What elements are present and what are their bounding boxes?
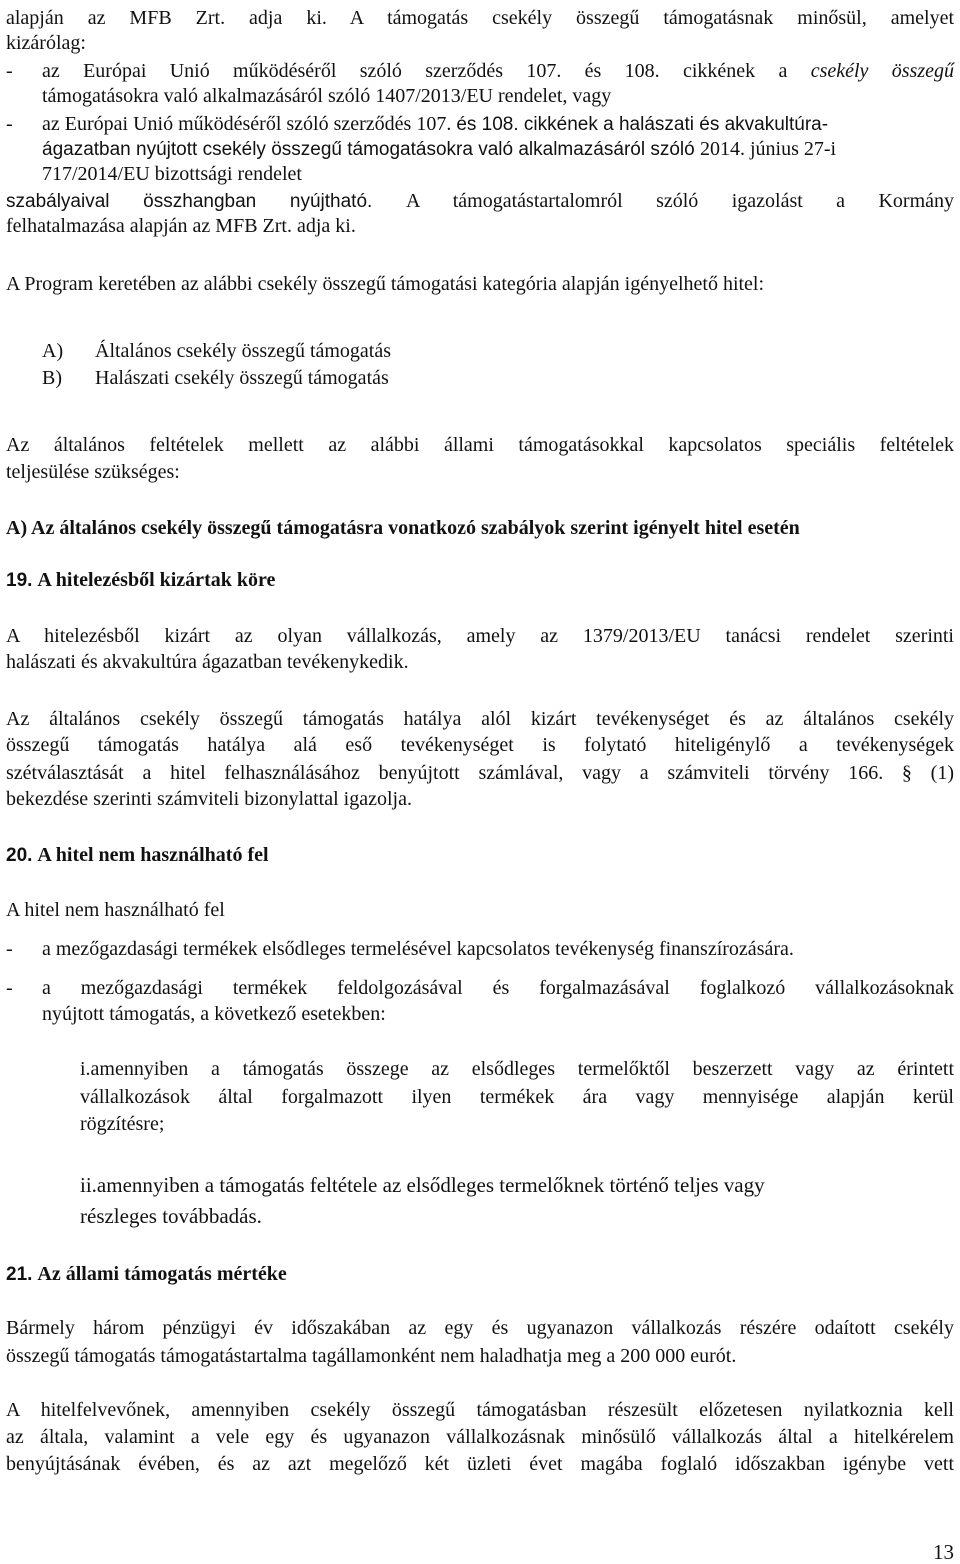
text-line: teljesülése szükséges: [6, 461, 180, 483]
text-line: halászati és akvakultúra ágazatban tevékenykedik. [6, 651, 409, 673]
text-line: A hitelfelvevőnek, amennyiben csekély összegű támogatásban részesült előzetesen nyilatkoznia kell [6, 1399, 954, 1421]
text-line: Bármely három pénzügyi év időszakában az egy és ugyanazon vállalkozás részére odaított csekély [6, 1317, 954, 1339]
section-title-text: Az állami támogatás mértéke [37, 1263, 287, 1285]
text-line: felhatalmazása alapján az MFB Zrt. adja ki. [6, 215, 356, 237]
section-title [6, 1262, 287, 1287]
text-span: az Európai Unió működéséről szóló szerződés 107. [42, 113, 457, 135]
category-item: Halászati csekély összegű támogatás [95, 367, 389, 389]
text-line: részleges továbbadás. [80, 1204, 262, 1228]
category-label: B) [42, 367, 62, 389]
section-number: 21. [6, 1264, 33, 1285]
text-line [42, 137, 836, 162]
text-line: rögzítésre; [80, 1113, 165, 1135]
text-line: összegű támogatás támogatástartalma tagállamonként nem haladhatja meg a 200 000 eurót. [6, 1345, 737, 1367]
section-title-text: A hitelezésből kizártak köre [37, 569, 276, 591]
text-line [6, 189, 954, 214]
section-number: 19. [6, 570, 33, 591]
text-line: az általa, valamint a vele egy és ugyanazon vállalkozásnak minősülő vállalkozás által a hitelkérelem [6, 1426, 954, 1448]
text-line: Az általános csekély összegű támogatás hatálya alól kizárt tevékenységet és az általános csekély [6, 708, 954, 730]
text-line: összegű támogatás hatálya alá eső tevékenységet is folytató hiteligénylő a tevékenységek [6, 734, 954, 756]
list-dash: - [6, 60, 13, 82]
text-line: benyújtásának évében, és az azt megelőző két üzleti évet magába foglaló időszakban igénybe vett [6, 1453, 954, 1475]
text-line: A Program keretében az alábbi csekély összegű támogatási kategória alapján igényelhető hitel: [6, 273, 765, 295]
text-line: a mezőgazdasági termékek elsődleges termelésével kapcsolatos tevékenység finanszírozására. [42, 938, 794, 960]
list-dash: - [6, 938, 13, 960]
section-number: 20. [6, 845, 33, 866]
list-dash: - [6, 113, 13, 135]
text-line: A hitelezésből kizárt az olyan vállalkozás, amely az 1379/2013/EU tanácsi rendelet szerinti [6, 625, 954, 647]
section-title [6, 568, 275, 593]
text-span: ágazatban nyújtott csekély összegű támogatásokra való alkalmazásáról szóló [42, 139, 700, 160]
section-heading: A) Az általános csekély összegű támogatásra vonatkozó szabályok szerint igényelt hitel esetén [6, 517, 800, 539]
text-span: 2014. június 27-i [699, 138, 837, 160]
category-item: Általános csekély összegű támogatás [95, 340, 392, 362]
text-line: 717/2014/EU bizottsági rendelet [42, 163, 302, 185]
list-dash: - [6, 977, 13, 999]
text-line [42, 112, 828, 137]
text-line: Az általános feltételek mellett az alábbi állami támogatásokkal kapcsolatos speciális feltételek [6, 434, 954, 456]
text-span: szabályaival összhangban nyújtható. [6, 191, 406, 212]
italic-span: csekély összegű [810, 60, 954, 82]
text-span: az Európai Unió működéséről szóló szerződés 107. és 108. cikkének a [42, 60, 811, 82]
text-line: ii.amennyiben a támogatás feltétele az elsődleges termelőknek történő teljes vagy [80, 1173, 765, 1197]
text-line: támogatásokra való alkalmazásáról szóló 1407/2013/EU rendelet, vagy [42, 85, 612, 107]
section-title [6, 843, 269, 868]
text-line: bekezdése szerinti számviteli bizonylattal igazolja. [6, 788, 412, 810]
section-title-text: A hitel nem használható fel [37, 844, 269, 866]
text-line: alapján az MFB Zrt. adja ki. A támogatás csekély összegű támogatásnak minősül, amelyet [6, 7, 954, 29]
category-label: A) [42, 340, 64, 362]
text-line: A hitel nem használható fel [6, 899, 225, 921]
text-line: szétválasztását a hitel felhasználásához benyújtott számlával, vagy a számviteli törvény 166. § (1) [6, 762, 954, 784]
text-line: i.amennyiben a támogatás összege az elsődleges termelőktől beszerzett vagy az érintett [80, 1058, 954, 1080]
text-line: kizárólag: [6, 32, 86, 54]
text-line [42, 59, 954, 83]
page-number: 13 [933, 1540, 954, 1564]
text-span: A támogatástartalomról szóló igazolást a Kormány [405, 190, 955, 212]
text-line: a mezőgazdasági termékek feldolgozásával és forgalmazásával foglalkozó vállalkozásoknak [42, 977, 954, 999]
text-line: vállalkozások által forgalmazott ilyen termékek ára vagy mennyisége alapján kerül [80, 1086, 954, 1108]
text-line: nyújtott támogatás, a következő esetekben: [42, 1003, 386, 1025]
text-span: és 108. cikkének a halászati és akvakultúra- [456, 114, 829, 135]
